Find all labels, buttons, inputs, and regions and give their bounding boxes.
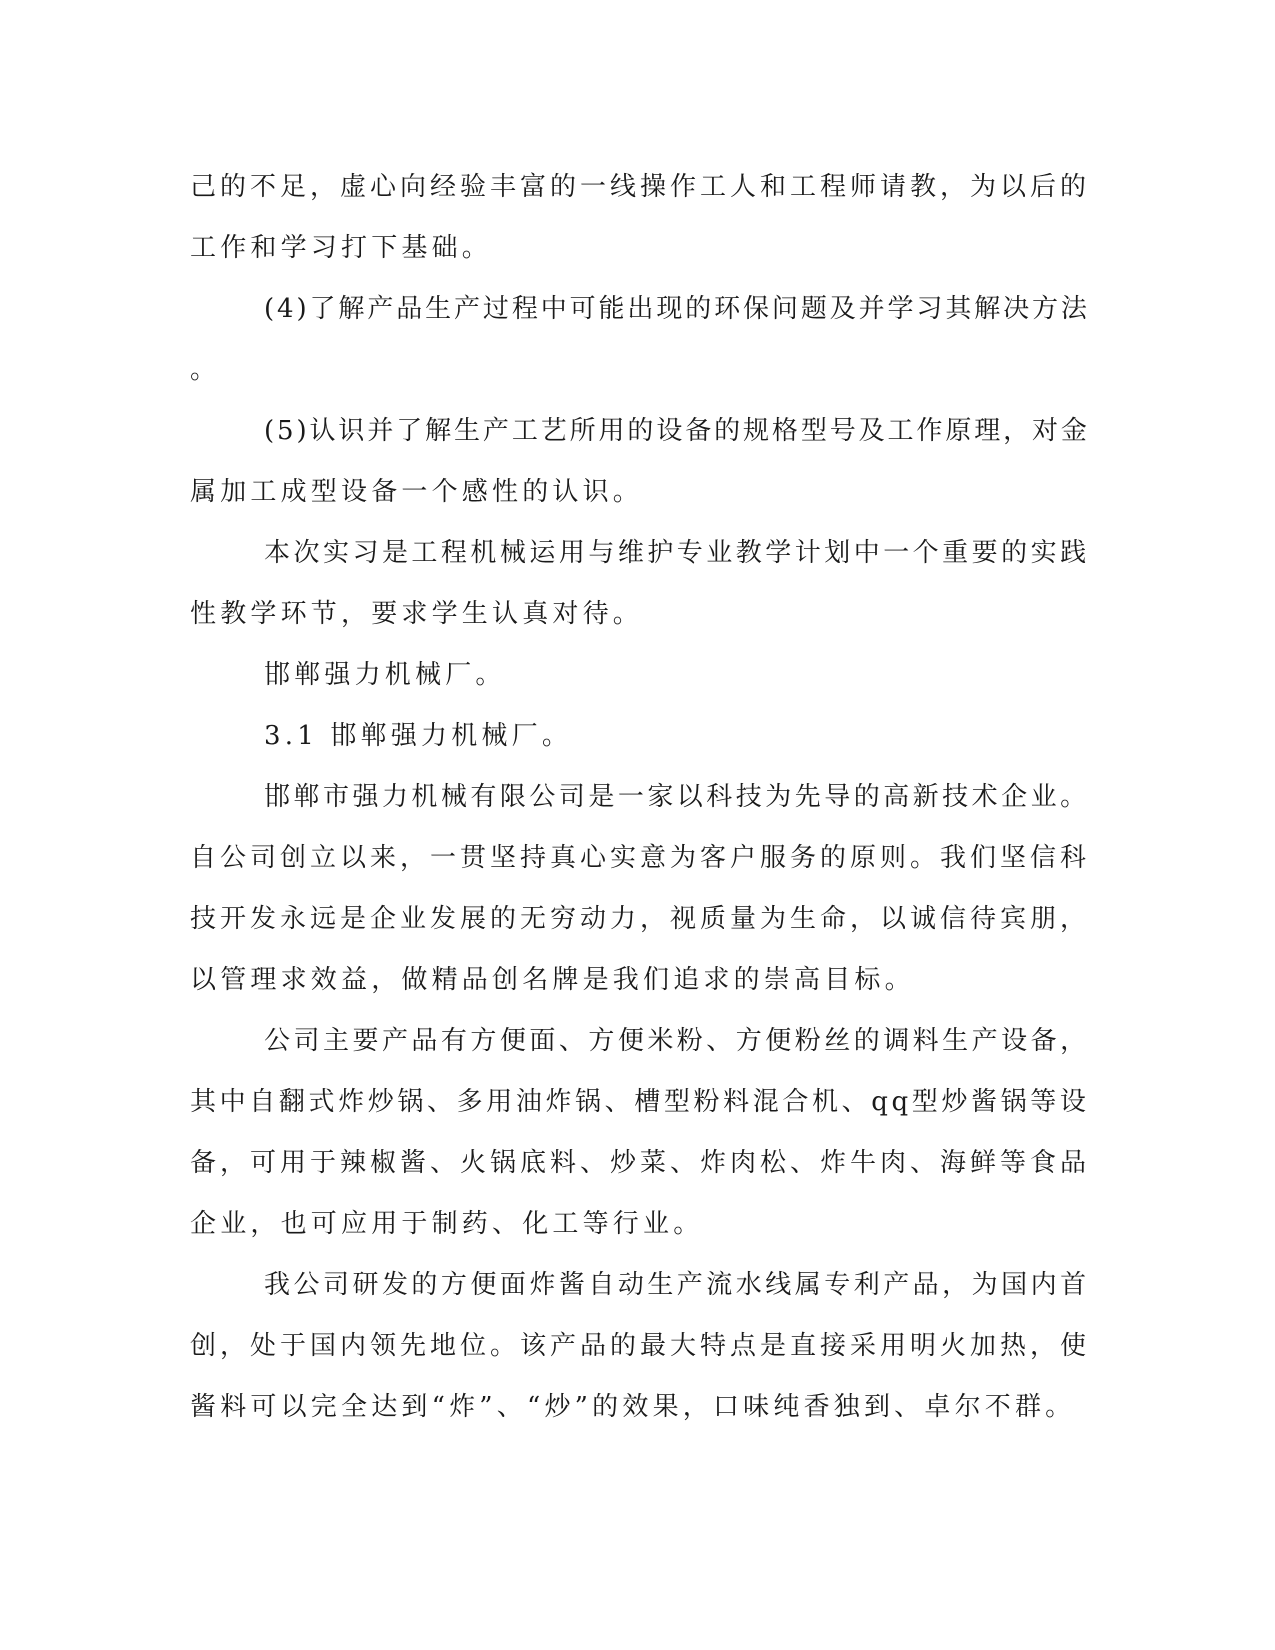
text-line: 备，可用于辣椒酱、火锅底料、炒菜、炸肉松、炸牛肉、海鲜等食品: [190, 1148, 1091, 1178]
text-line: (5)认识并了解生产工艺所用的设备的规格型号及工作原理，对金: [264, 416, 1090, 446]
text-line: 自公司创立以来，一贯坚持真心实意为客户服务的原则。我们坚信科: [190, 843, 1091, 873]
text-line: 公司主要产品有方便面、方便米粉、方便粉丝的调料生产设备，: [264, 1026, 1090, 1056]
text-line: 酱料可以完全达到“炸”、“炒”的效果，口味纯香独到、卓尔不群。: [190, 1392, 1076, 1422]
text-line: 技开发永远是企业发展的无穷动力，视质量为生命，以诚信待宾朋，: [190, 904, 1091, 934]
text-line: 以管理求效益，做精品创名牌是我们追求的崇高目标。: [190, 965, 915, 995]
text-line: 企业，也可应用于制药、化工等行业。: [190, 1209, 704, 1239]
text-line: 性教学环节，要求学生认真对待。: [190, 599, 644, 629]
text-line: (4)了解产品生产过程中可能出现的环保问题及并学习其解决方法: [264, 294, 1090, 324]
text-line: 。: [190, 355, 221, 385]
body-text: [190, 157, 1090, 1438]
subsection-heading: 3.1 邯郸强力机械厂。: [264, 721, 573, 751]
text-line: 属加工成型设备一个感性的认识。: [190, 477, 644, 507]
text-line: 工作和学习打下基础。: [190, 233, 493, 263]
text-line: 邯郸市强力机械有限公司是一家以科技为先导的高新技术企业。: [264, 782, 1090, 812]
text-line: 创，处于国内领先地位。该产品的最大特点是直接采用明火加热，使: [190, 1331, 1091, 1361]
section-heading: 邯郸强力机械厂。: [264, 660, 506, 690]
text-line: 其中自翻式炸炒锅、多用油炸锅、槽型粉料混合机、qq型炒酱锅等设: [190, 1087, 1090, 1117]
text-line: 己的不足，虚心向经验丰富的一线操作工人和工程师请教，为以后的: [190, 172, 1091, 202]
text-line: 我公司研发的方便面炸酱自动生产流水线属专利产品，为国内首: [264, 1270, 1090, 1300]
text-line: 本次实习是工程机械运用与维护专业教学计划中一个重要的实践: [264, 538, 1090, 568]
